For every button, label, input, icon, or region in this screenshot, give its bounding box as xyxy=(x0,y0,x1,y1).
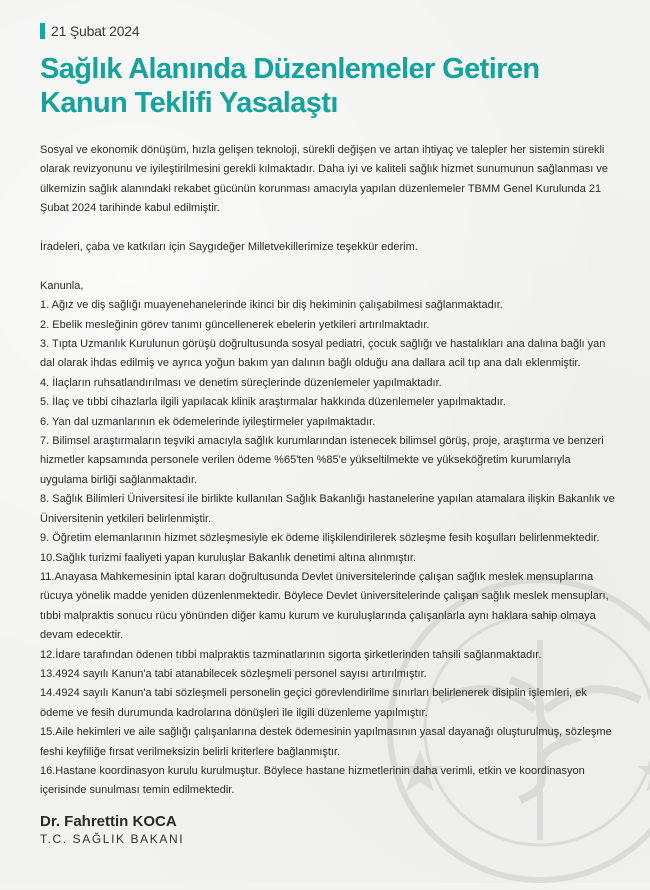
intro-paragraph: Sosyal ve ekonomik dönüşüm, hızla gelişen teknoloji, sürekli değişen ve artan ihtiyaç ve talepler her sistemin sürekli olarak revizyonunu ve iyileştirilmesini gerekli kılmaktadır. Daha iyi ve kaliteli sağlık hizmet sunumunun sağlanması ve ülkemizin sağlık alanındaki rekabet gücünün korunması amacıyla yapılan düzenlemeler TBMM Genel Kurulunda 21 Şubat 2024 tarihinde kabul edilmiştir. xyxy=(40,144,608,215)
title-line-2: Kanun Teklifi Yasalaştı xyxy=(40,87,338,119)
signatory-title: T.C. SAĞLIK BAKANI xyxy=(40,832,185,846)
article-body xyxy=(40,141,620,801)
list-item: 4. İlaçların ruhsatlandırılması ve denetim süreçlerinde düzenlemeler yapılmaktadır. xyxy=(40,376,442,389)
list-item: 2. Ebelik mesleğinin görev tanımı güncellenerek ebelerin yetkileri artırılmaktadır. xyxy=(40,318,430,331)
list-item: 5. İlaç ve tıbbi cihazlarla ilgili yapılacak klinik araştırmalar hakkında düzenlemeler yapılmaktadır. xyxy=(40,396,506,409)
list-item: 3. Tıpta Uzmanlık Kurulunun görüşü doğrultusunda sosyal pediatri, çocuk sağlığı ve hastalıkları ana dalına bağlı yan dal olarak ihdas edilmiş ve ayrıca yoğun bakım yan dalının bağlı olduğu ana dallara acil tıp ana dalı eklenmiştir. xyxy=(40,338,606,370)
list-item: 12.İdare tarafından ödenen tıbbi malpraktis tazminatlarının sigorta şirketlerinden tahsili sağlanmaktadır. xyxy=(40,648,542,661)
publish-date: 21 Şubat 2024 xyxy=(51,23,140,39)
list-item: 6. Yan dal uzmanlarının ek ödemelerinde iyileştirmeler yapılmaktadır. xyxy=(40,415,376,428)
date-accent-bar xyxy=(40,23,45,39)
signatory-name: Dr. Fahrettin KOCA xyxy=(40,813,177,830)
list-item: 15.Aile hekimleri ve aile sağlığı çalışanlarına destek ödemesinin yapılmasının yasal dayanağı oluşturulmuş, sözleşme feshi keyfiliğe fırsat verilmeksizin belirli kriterlere bağlanmıştır. xyxy=(40,726,612,758)
list-item: 13.4924 sayılı Kanun'a tabi atanabilecek sözleşmeli personel sayısı artırılmıştır. xyxy=(40,667,427,680)
thanks-paragraph: İradeleri, çaba ve katkıları için Saygıdeğer Milletvekillerimize teşekkür ederim. xyxy=(40,241,418,254)
list-intro: Kanunla, xyxy=(40,279,84,292)
list-item: 9. Öğretim elemanlarının hizmet sözleşmesiyle ek ödeme ilişkilendirilerek sözleşme fesih koşulları belirlenmektedir. xyxy=(40,532,600,545)
page-title xyxy=(40,52,600,120)
list-item: 11.Anayasa Mahkemesinin iptal kararı doğrultusunda Devlet üniversitelerinde çalışan sağlık meslek mensuplarına rücuya yönelik madde yeniden düzenlenmektedir. Böylece Devlet üniversitelerinde çalışan sağlık meslek mensupları, tıbbi malpraktis sonucu rücu yönünden diğer kamu kurum ve kuruluşlarında çalışanlarla aynı haklara sahip olmaya devam edecektir. xyxy=(40,570,609,642)
date-row xyxy=(40,22,139,40)
signature-block xyxy=(40,812,184,847)
list-item: 7. Bilimsel araştırmaların teşviki amacıyla sağlık kurumlarından istenecek bilimsel görüş, proje, araştırma ve benzeri hizmetler kapsamında personele verilen ödeme %65'ten %85'e yükseltilmekte ve yükseköğretim kurumlarıyla uygulama birliği sağlanmaktadır. xyxy=(40,435,604,486)
list-item: 16.Hastane koordinasyon kurulu kurulmuştur. Böylece hastane hizmetlerinin daha verimli, etkin ve koordinasyon içerisinde sunulması temin edilmektedir. xyxy=(40,764,585,797)
list-item: 10.Sağlık turizmi faaliyeti yapan kuruluşlar Bakanlık denetimi altına alınmıştır. xyxy=(40,551,417,564)
list-item: 14.4924 sayılı Kanun'a tabi sözleşmeli personelin geçici görevlendirilme sınırları belirlenerek disiplin işlemleri, ek ödeme ve fesih durumunda kadrolarına dönüşleri ile ilgili düzenleme yapılmıştır. xyxy=(40,687,587,719)
title-line-1: Sağlık Alanında Düzenlemeler Getiren xyxy=(40,53,540,85)
list-item: 8. Sağlık Bilimleri Üniversitesi ile birlikte kullanılan Sağlık Bakanlığı hastanelerine yapılan atamalara ilişkin Bakanlık ve Üniversitenin yetkileri belirlenmiştir. xyxy=(40,493,615,525)
list-item: 1. Ağız ve diş sağlığı muayenehanelerinde ikinci bir diş hekiminin çalışabilmesi sağlanmaktadır. xyxy=(40,299,503,312)
